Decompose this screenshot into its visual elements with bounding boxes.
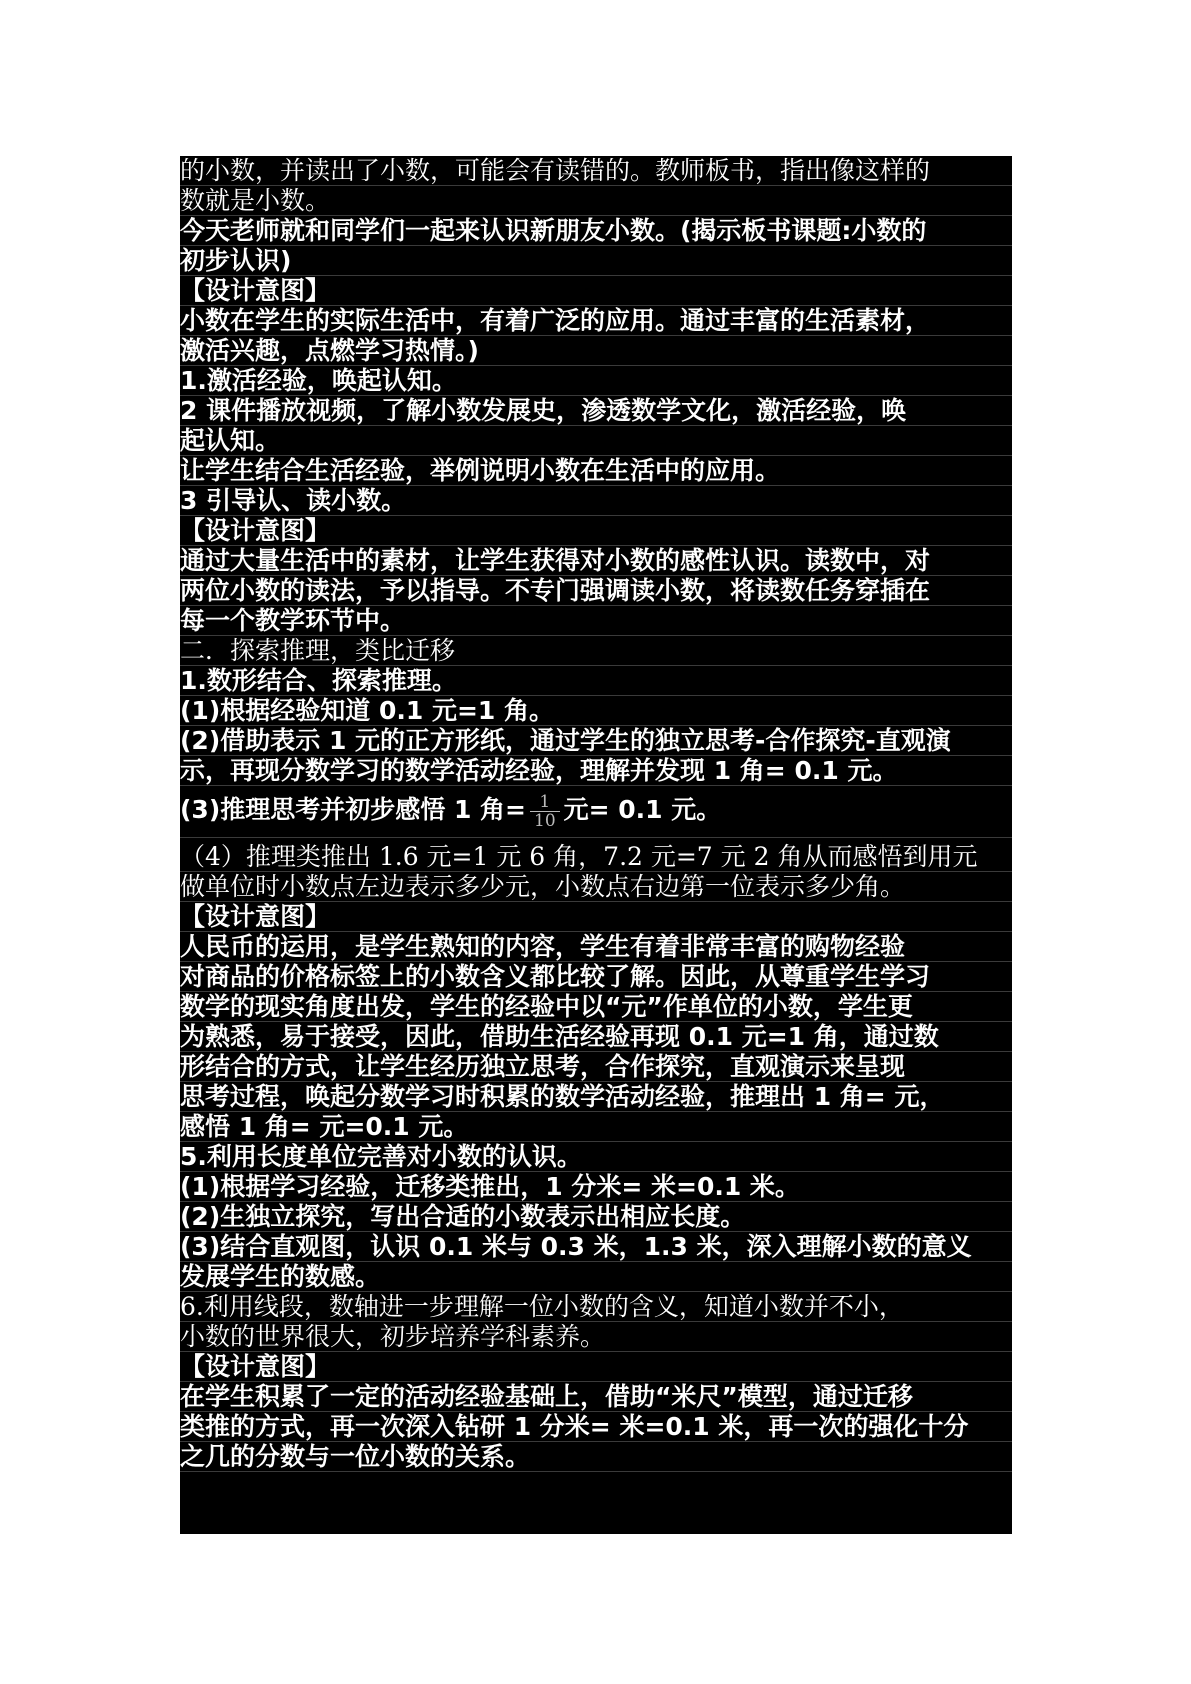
section-heading: 二．探索推理，类比迁移 bbox=[180, 636, 1012, 666]
fraction-line bbox=[180, 786, 1012, 838]
text-line: 1.数形结合、探索推理。 bbox=[180, 666, 1012, 696]
text-line: 感悟 1 角= 元=0.1 元。 bbox=[180, 1112, 1012, 1142]
text-line: 让学生结合生活经验，举例说明小数在生活中的应用。 bbox=[180, 456, 1012, 486]
text-line: 思考过程，唤起分数学习时积累的数学活动经验，推理出 1 角= 元， bbox=[180, 1082, 1012, 1112]
text-line: 今天老师就和同学们一起来认识新朋友小数。(揭示板书课题:小数的 bbox=[180, 216, 1012, 246]
text-line: 类推的方式，再一次深入钻研 1 分米= 米=0.1 米，再一次的强化十分 bbox=[180, 1412, 1012, 1442]
text-line: 人民币的运用，是学生熟知的内容，学生有着非常丰富的购物经验 bbox=[180, 932, 1012, 962]
text-line: 激活兴趣，点燃学习热情。) bbox=[180, 336, 1012, 366]
text-line: 每一个教学环节中。 bbox=[180, 606, 1012, 636]
text-line: 起认知。 bbox=[180, 426, 1012, 456]
text-line: 小数在学生的实际生活中，有着广泛的应用。通过丰富的生活素材， bbox=[180, 306, 1012, 336]
text-line: 3 引导认、读小数。 bbox=[180, 486, 1012, 516]
text-line: 数学的现实角度出发，学生的经验中以“元”作单位的小数，学生更 bbox=[180, 992, 1012, 1022]
section-heading: 【设计意图】 bbox=[180, 516, 1012, 546]
text-line: 发展学生的数感。 bbox=[180, 1262, 1012, 1292]
text-line: 做单位时小数点左边表示多少元，小数点右边第一位表示多少角。 bbox=[180, 872, 1012, 902]
text-line: (2)生独立探究，写出合适的小数表示出相应长度。 bbox=[180, 1202, 1012, 1232]
document-page bbox=[180, 156, 1012, 1534]
text-line: (1)根据学习经验，迁移类推出，1 分米= 米=0.1 米。 bbox=[180, 1172, 1012, 1202]
text-line: 1.激活经验，唤起认知。 bbox=[180, 366, 1012, 396]
fraction-numerator: 1 bbox=[530, 793, 560, 812]
text-line: 形结合的方式，让学生经历独立思考，合作探究，直观演示来呈现 bbox=[180, 1052, 1012, 1082]
fraction-line-start: (3)推理思考并初步感悟 1 角= bbox=[180, 795, 526, 824]
section-heading: 【设计意图】 bbox=[180, 276, 1012, 306]
text-line: (2)借助表示 1 元的正方形纸，通过学生的独立思考-合作探究-直观演 bbox=[180, 726, 1012, 756]
text-line: (1)根据经验知道 0.1 元=1 角。 bbox=[180, 696, 1012, 726]
fraction-one-tenth bbox=[530, 793, 560, 830]
text-line: 5.利用长度单位完善对小数的认识。 bbox=[180, 1142, 1012, 1172]
fraction-denominator: 10 bbox=[534, 810, 556, 831]
text-line: 小数的世界很大，初步培养学科素养。 bbox=[180, 1322, 1012, 1352]
text-line: 通过大量生活中的素材，让学生获得对小数的感性认识。读数中，对 bbox=[180, 546, 1012, 576]
text-line: 示，再现分数学习的数学活动经验，理解并发现 1 角= 0.1 元。 bbox=[180, 756, 1012, 786]
text-line: 的小数，并读出了小数，可能会有读错的。教师板书，指出像这样的 bbox=[180, 156, 1012, 186]
text-line: (3)结合直观图，认识 0.1 米与 0.3 米，1.3 米，深入理解小数的意义 bbox=[180, 1232, 1012, 1262]
text-line: 在学生积累了一定的活动经验基础上，借助“米尺”模型，通过迁移 bbox=[180, 1382, 1012, 1412]
text-line: 两位小数的读法，予以指导。不专门强调读小数，将读数任务穿插在 bbox=[180, 576, 1012, 606]
section-heading: 【设计意图】 bbox=[180, 902, 1012, 932]
text-line: 6.利用线段，数轴进一步理解一位小数的含义，知道小数并不小， bbox=[180, 1292, 1012, 1322]
text-line: 2 课件播放视频，了解小数发展史，渗透数学文化，激活经验，唤 bbox=[180, 396, 1012, 426]
text-line: （4）推理类推出 1.6 元=1 元 6 角，7.2 元=7 元 2 角从而感悟到用元 bbox=[180, 842, 1012, 872]
text-line: 对商品的价格标签上的小数含义都比较了解。因此，从尊重学生学习 bbox=[180, 962, 1012, 992]
text-line: 初步认识) bbox=[180, 246, 1012, 276]
fraction-line-end: 元= 0.1 元。 bbox=[563, 795, 722, 824]
text-line: 为熟悉，易于接受，因此，借助生活经验再现 0.1 元=1 角，通过数 bbox=[180, 1022, 1012, 1052]
text-line: 数就是小数。 bbox=[180, 186, 1012, 216]
text-line: 之几的分数与一位小数的关系。 bbox=[180, 1442, 1012, 1472]
section-heading: 【设计意图】 bbox=[180, 1352, 1012, 1382]
